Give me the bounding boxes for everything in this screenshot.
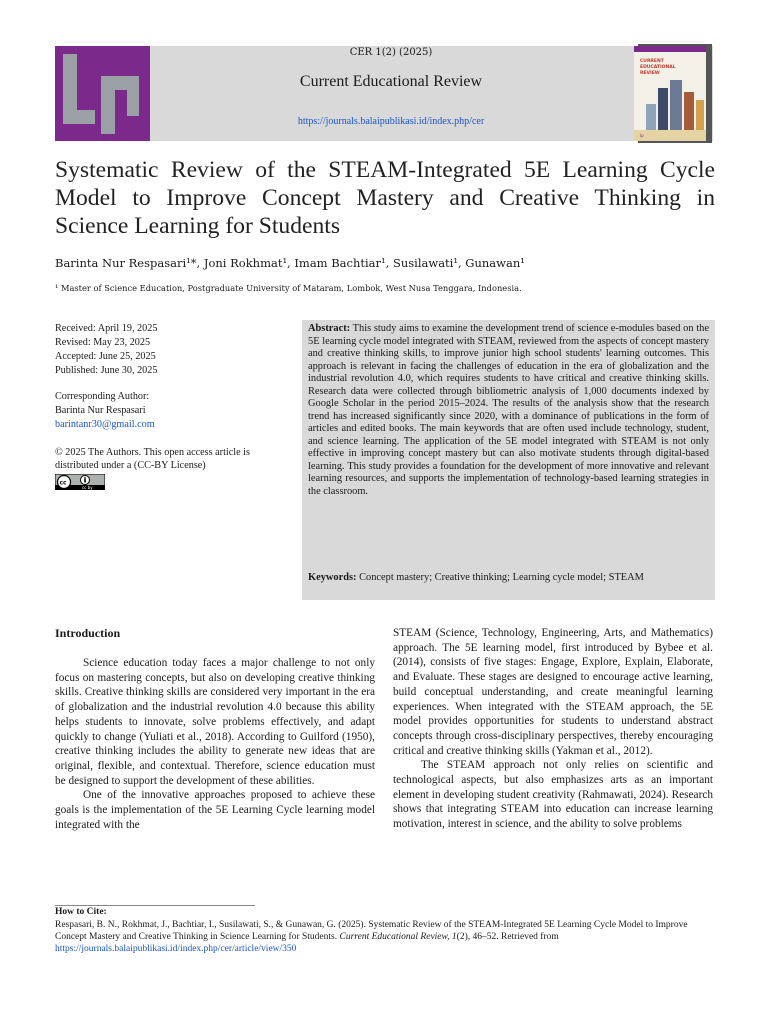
svg-text:lp: lp (640, 133, 644, 138)
keywords-body: Concept mastery; Creative thinking; Learning cycle model; STEAM (356, 572, 644, 583)
citation-text: Respasari, B. N., Rokhmat, J., Bachtiar, I., Susilawati, S., & Gunawan, G. (2025). Systematic Review of the STEAM-Integrated 5E Learning Cycle Model to Improve Concept Mastery and Creative Thinking in Science Learning for Students. (55, 920, 688, 942)
citation-journal: Current Educational Review, 1 (339, 932, 457, 942)
paragraph: One of the innovative approaches proposed to achieve these goals is the implementation of the 5E Learning Cycle learning model integrated with the (55, 789, 375, 831)
paragraph: The STEAM approach not only relies on scientific and technological aspects, but also emphasizes arts as an important element in developing student creativity (Rahmawati, 2024). Research shows that integrating STEAM into education can increase learning motivation, interest in science, and the ability to solve problems (393, 759, 713, 831)
author-list: Barinta Nur Respasari¹*, Joni Rokhmat¹, Imam Bachtiar¹, Susilawati¹, Gunawan¹ (55, 256, 525, 270)
publisher-logo (55, 46, 150, 141)
journal-issue: CER 1(2) (2025) (349, 47, 433, 58)
journal-url-link[interactable]: https://journals.balaipublikasi.id/index.php/cer (297, 116, 485, 127)
license-text: © 2025 The Authors. This open access article is distributed under a (CC-BY License) (55, 447, 250, 471)
abstract (308, 323, 709, 498)
corresponding-label: Corresponding Author: (55, 391, 150, 402)
abstract-body: This study aims to examine the development trend of science e-modules based on the 5E learning cycle model integrated with STEAM, reviewed from the aspects of concept mastery and creative thinking skills, to improve junior high school students' learning outcomes. This approach is relevant in facing the challenges of education in the era of globalization and the industrial revolution 4.0, which requires students to have critical and creative thinking skills. Research data were collected through bibliometric analysis of 1,000 documents indexed by Google Scholar in the period 2015–2024. The results of the analysis show that the research trend has increased significantly since 2020, with a dominance of publications in the form of articles and edited books. The main keywords that are often used include technology, student, and science learning. The application of the 5E model integrated with STEAM is not only effective in improving concept mastery but can also motivate students through digital-based learning. This study provides a foundation for the development of more innovative and relevant learning resources, and supports the implementation of technology-based learning strategies in the classroom. (308, 323, 709, 497)
paper-title: Systematic Review of the STEAM-Integrated 5E Learning Cycle Model to Improve Concept Mastery and Creative Thinking in Science Learning for Students (55, 157, 715, 239)
svg-text:cc: cc (59, 479, 67, 487)
svg-text:EDUCATIONAL: EDUCATIONAL (640, 65, 676, 70)
keywords-label: Keywords: (308, 572, 357, 583)
how-to-cite-heading: How to Cite: (55, 907, 107, 917)
paragraph: STEAM (Science, Technology, Engineering, Arts, and Mathematics) approach. The 5E learning model, first introduced by Bybee et al. (2014), consists of five stages: Engage, Explore, Explain, Elaborate, and Evaluate. These stages are designed to encourage active learning, build conceptual understanding, and create meaningful learning experiences. When integrated with the STEAM approach, the 5E model provides opportunities for students to understand abstract concepts through cross-disciplinary perspectives, thereby encouraging critical and creative thinking skills (Yakman et al., 2012). (393, 627, 713, 757)
body-column-left (55, 656, 375, 832)
svg-text:CURRENT: CURRENT (640, 59, 664, 64)
body-column-right (393, 626, 713, 832)
footnote-divider (55, 905, 255, 906)
citation-url-link[interactable]: https://journals.balaipublikasi.id/index.php/cer/article/view/350 (55, 944, 297, 954)
section-heading-introduction: Introduction (55, 626, 121, 640)
journal-cover-image (632, 44, 712, 143)
citation-issue: (2), 46–52. Retrieved from (456, 932, 559, 942)
date-revised: Revised: May 23, 2025 (55, 337, 151, 348)
affiliation: ¹ Master of Science Education, Postgraduate University of Mataram, Lombok, West Nusa Tenggara, Indonesia. (55, 283, 522, 293)
cc-by-license-icon[interactable] (55, 474, 105, 490)
date-published: Published: June 30, 2025 (55, 365, 158, 376)
date-received: Received: April 19, 2025 (55, 323, 158, 334)
corresponding-email-link[interactable]: barintanr30@gmail.com (55, 419, 155, 430)
corresponding-name: Barinta Nur Respasari (55, 405, 146, 416)
cc-badge-label: cc by (82, 485, 93, 490)
how-to-cite (55, 919, 715, 955)
svg-text:REVIEW: REVIEW (640, 71, 660, 76)
date-accepted: Accepted: June 25, 2025 (55, 351, 156, 362)
paragraph: Science education today faces a major challenge to not only focus on mastering concepts, but also on developing creative thinking skills. Creative thinking skills are considered very important in the era of globalization and the industrial revolution 4.0 because this ability helps students to innovate, solve problems effectively, and adapt quickly to change (Yuliati et al., 2018). According to Guilford (1950), creative thinking includes the ability to generate new ideas that are original, flexible, and contextual. Therefore, science education must be designed to support the development of these abilities. (55, 657, 375, 787)
abstract-label: Abstract: (308, 323, 351, 334)
journal-name: Current Educational Review (299, 73, 483, 90)
keywords (308, 571, 709, 584)
